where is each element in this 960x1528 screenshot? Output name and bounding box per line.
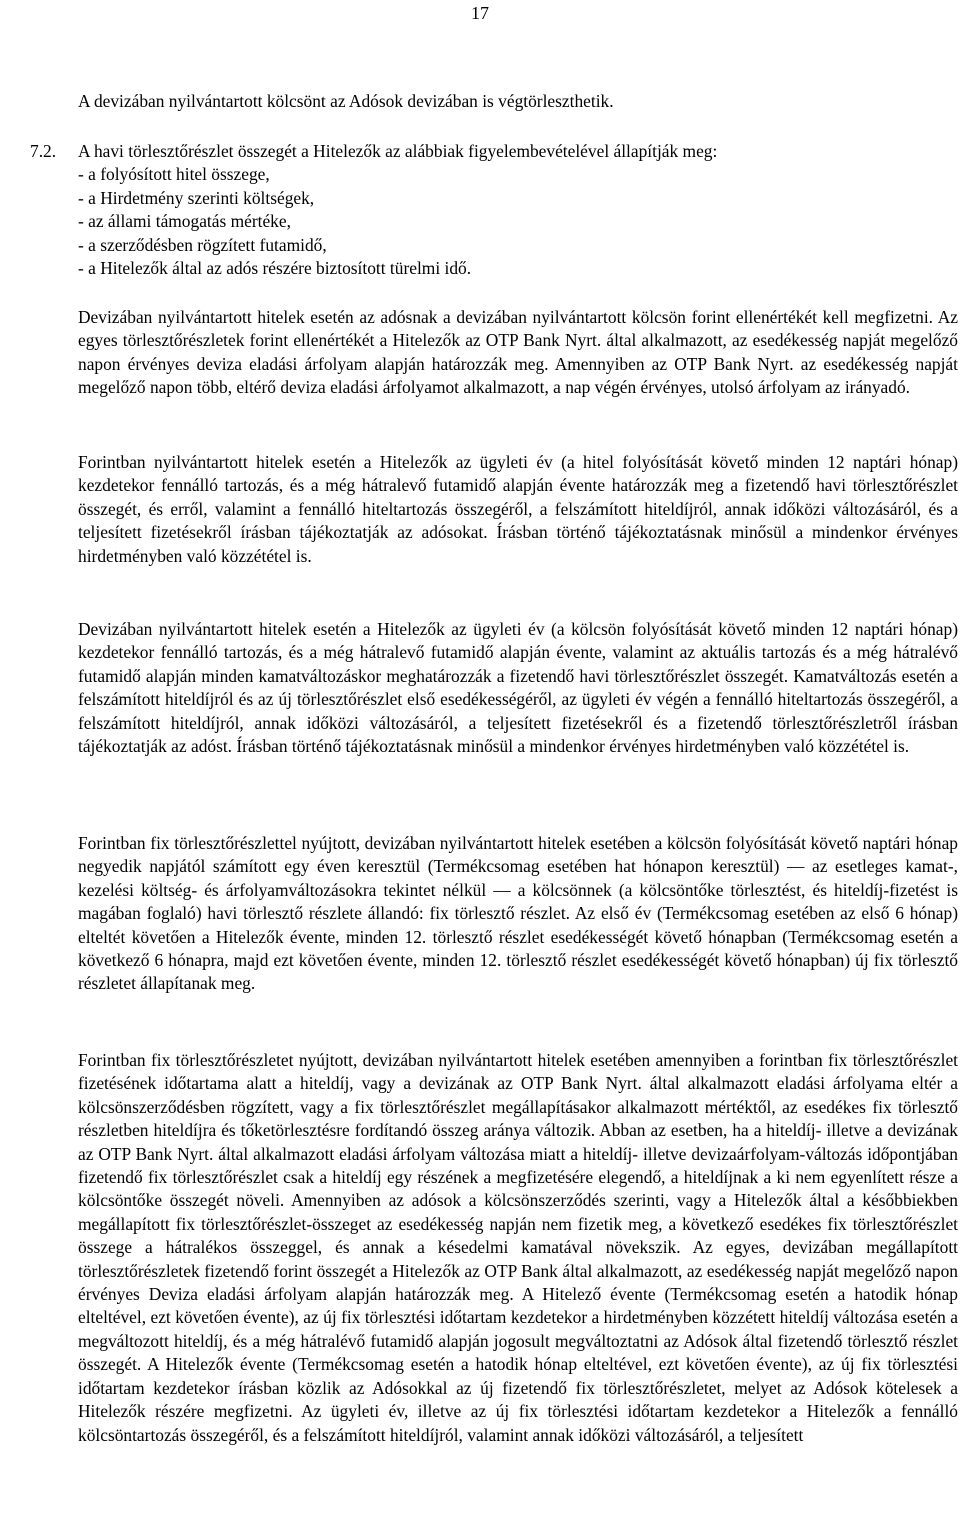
section-number: 7.2.: [30, 141, 57, 161]
paragraph-text: Forintban nyilvántartott hitelek esetén a Hitelezők az ügyleti év (a hitel folyósítását követő minden 12 naptári hónap) kezdetekor fennálló tartozás, és a még hátralevő futamidő alapján évente határozzák meg a fizetendő havi törlesztőrészlet összegét, és erről, valamint a fennálló hiteltartozás összegéről, a felszámított hiteldíjról, annak időközi változásáról, és a teljesített fizetésekről írásban tájékoztatják az adósokat. Írásban történő tájékoztatásnak minősül a mindenkor érvényes hirdetményben való közzététel is.: [78, 452, 958, 566]
section-body: [78, 140, 958, 280]
paragraph: [78, 306, 958, 423]
paragraph-text: Devizában nyilvántartott hitelek esetén a Hitelezők az ügyleti év (a kölcsön folyósítását követő minden 12 naptári hónap) kezdetekor fennálló tartozás, és a még hátralevő futamidő alapján évente, valamint az aktuális tartozás és a még hátralévő futamidő alapján minden kamatváltozáskor meghatározzák a fizetendő havi törlesztőrészlet összegét. Kamatváltozás esetén a felszámított hiteldíjról és az új törlesztőrészlet első esedékességéről, az ügyleti év végén a fennálló hiteltartozás összegéről, a felszámított hiteldíjról, annak időközi változásáról, a teljesített fizetésekről és a fizetendő törlesztőrészletről írásban tájékoztatják az adóst. Írásban történő tájékoztatásnak minősül a mindenkor érvényes hirdetményben való közzététel is.: [78, 619, 958, 757]
section-lead: A havi törlesztőrészlet összegét a Hitelezők az alábbiak figyelembevételével állapítják meg:: [78, 141, 718, 161]
paragraph-text: Forintban fix törlesztőrészletet nyújtott, devizában nyilvántartott hitelek esetében amennyiben a forintban fix törlesztőrészlet fizetésének időtartama alatt a hiteldíj, vagy a devizának az OTP Bank Nyrt. által alkalmazott eladási árfolyama eltér a kölcsönszerződésben rögzített, vagy a fix törlesztőrészlet megállapításakor alkalmazott mértéktől, az esedékes fix törlesztő részletben hiteldíjra és tőketörlesztésre fordítandó összeg aránya változik. Abban az esetben, ha a hiteldíj- illetve a devizának az OTP Bank Nyrt. által alkalmazott eladási árfolyam változása miatt a hiteldíj- illetve devizaárfolyam-változás időpontjában fizetendő fix törlesztőrészlet csak a hiteldíj egy részének a megfizetésére elegendő, a hiteldíjnak a ki nem egyenlített része a kölcsöntőke összegét növeli. Amennyiben az adósok a kölcsönszerződés szerinti, vagy a Hitelezők által a későbbiekben megállapított fix törlesztőrészlet-összeget az esedékesség napján nem fizetik meg, a következő esedékes fix törlesztőrészlet összege a hátralékos összeggel, és annak a késedelmi kamatával növekszik. Az egyes, devizában megállapított törlesztőrészletek fizetendő forint összegét a Hitelezők az OTP Bank által alkalmazott, az esedékesség napját megelőző napon érvényes Deviza eladási árfolyam alapján határozzák meg. A Hitelező évente (Termékcsomag esetén a hatodik hónap elteltével, ezt követően évente), az új fix törlesztési időtartam kezdetekor a hirdetményben közzétett hiteldíj változása esetén a megváltozott hiteldíj, és a még hátralévő futamidő alapján jogosult megváltoztatni az Adósok által fizetendő törlesztő részlet összegét. A Hitelezők évente (Termékcsomag esetén a hatodik hónap elteltével, ezt követően évente), az új fix törlesztési időtartam kezdetekor írásban közlik az Adósokkal az új fizetendő fix törlesztőrészletet, melyet az Adósok kötelesek a Hitelezők részére megfizetni. Az ügyleti év, illetve az új fix törlesztési időtartam kezdetekor a Hitelezők a fennálló kölcsöntartozás összegéről, és a felszámított hiteldíjról, valamint annak időközi változásáról, a teljesített: [78, 1050, 958, 1445]
paragraph: [78, 832, 958, 1019]
intro-sentence: A devizában nyilvántartott kölcsönt az Adósok devizában is végtörleszthetik.: [78, 91, 614, 111]
paragraph: [78, 451, 958, 591]
list-item: - a folyósított hitel összege,: [78, 164, 270, 185]
list-item: - az állami támogatás mértéke,: [78, 211, 291, 232]
page-number: 17: [471, 3, 489, 23]
paragraph-text: Devizában nyilvántartott hitelek esetén az adósnak a devizában nyilvántartott kölcsön forint ellenértékét kell megfizetni. Az egyes törlesztőrészletek forint ellenértékét a Hitelezők az OTP Bank Nyrt. által alkalmazott, az esedékesség napját megelőző napon érvényes deviza eladási árfolyam alapján határozzák meg. Amennyiben az OTP Bank Nyrt. az esedékesség napját megelőző napon több, eltérő deviza eladási árfolyamot alkalmazott, a nap végén érvényes, utolsó árfolyam az irányadó.: [78, 307, 958, 398]
paragraph: [78, 618, 958, 781]
list-item: - a szerződésben rögzített futamidő,: [78, 234, 327, 255]
list-item: - a Hitelezők által az adós részére biztosított türelmi idő.: [78, 258, 472, 279]
paragraph-text: Forintban fix törlesztőrészlettel nyújtott, devizában nyilvántartott hitelek esetében a kölcsön folyósítását követő naptári hónap negyedik napjától számított egy éven keresztül (Termékcsomag esetében hat hónapon keresztül) — az esetleges kamat-, kezelési költség- és árfolyamváltozásokra tekintet nélkül — a kölcsönnek (a kölcsöntőke törlesztést, és hiteldíj-fizetést is magában foglaló) havi törlesztő részlete állandó: fix törlesztő részlet. Az első év (Termékcsomag esetében az első 6 hónap) elteltét követően a Hitelezők évente, minden 12. törlesztő részlet esedékességét követő hónapban (Termékcsomag esetén a következő 6 hónapra, majd ezt követően évente, minden 12. törlesztő részlet esedékességét követő hónapban) új fix törlesztő részletet állapítanak meg.: [78, 833, 958, 994]
paragraph: [78, 1049, 958, 1470]
list-item: - a Hirdetmény szerinti költségek,: [78, 187, 315, 208]
